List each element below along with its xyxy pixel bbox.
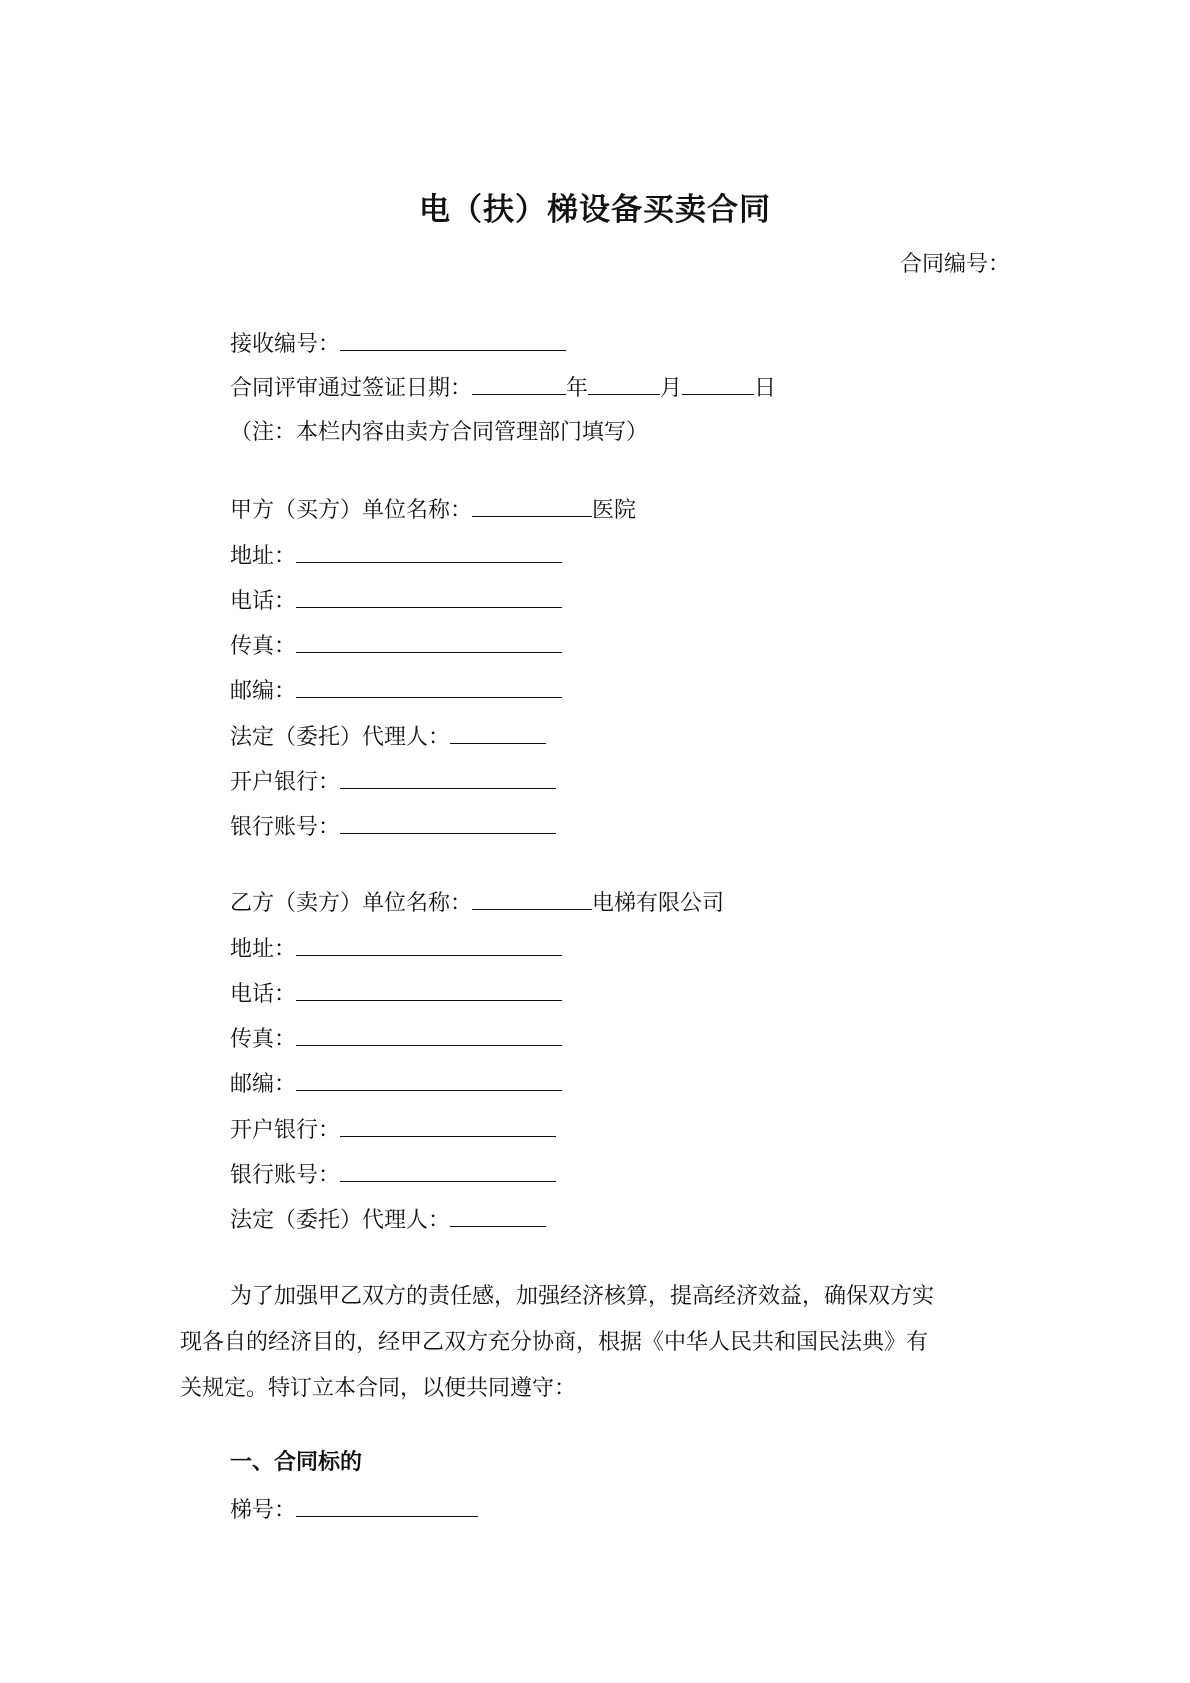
review-year-blank[interactable]	[472, 372, 566, 395]
party-a-phone-label: 电话：	[230, 589, 297, 614]
party-b-bank-row	[230, 1114, 556, 1146]
party-b-address-label: 地址：	[230, 937, 297, 962]
party-a-address-label: 地址：	[230, 544, 297, 569]
preamble-line-2: 现各自的经济目的，经甲乙双方充分协商，根据《中华人民共和国民法典》有	[180, 1330, 929, 1355]
party-b-agent-label: 法定（委托）代理人：	[230, 1208, 451, 1233]
party-a-phone-blank[interactable]	[296, 585, 562, 608]
party-a-bank-row	[230, 766, 556, 798]
elevator-number-blank[interactable]	[296, 1494, 478, 1517]
party-b-address-blank[interactable]	[296, 933, 562, 956]
review-day-blank[interactable]	[682, 372, 754, 395]
party-a-account-label: 银行账号：	[230, 815, 341, 840]
party-a-postcode-row	[230, 675, 562, 707]
party-a-phone-row	[230, 585, 562, 617]
party-b-postcode-blank[interactable]	[296, 1068, 562, 1091]
party-b-account-blank[interactable]	[340, 1159, 556, 1182]
receipt-number-row	[230, 328, 566, 360]
party-a-agent-row	[230, 721, 546, 753]
party-b-name-label: 乙方（卖方）单位名称：	[230, 891, 473, 916]
document-title: 电（扶）梯设备买卖合同	[419, 192, 771, 228]
party-a-fax-label: 传真：	[230, 634, 297, 659]
party-b-phone-label: 电话：	[230, 982, 297, 1007]
party-b-name-suffix: 电梯有限公司	[592, 891, 725, 916]
note-line: （注：本栏内容由卖方合同管理部门填写）	[230, 420, 649, 445]
day-label: 日	[754, 376, 777, 401]
month-label: 月	[660, 376, 683, 401]
preamble-line-1: 为了加强甲乙双方的责任感，加强经济核算，提高经济效益，确保双方实	[230, 1284, 935, 1309]
party-b-agent-row	[230, 1204, 546, 1236]
preamble-line-3: 关规定。特订立本合同，以便共同遵守：	[180, 1376, 577, 1401]
party-b-name-row	[230, 887, 724, 919]
party-b-name-blank[interactable]	[472, 887, 592, 910]
party-b-agent-blank[interactable]	[450, 1204, 546, 1227]
contract-number-label: 合同编号：	[899, 252, 1010, 277]
party-a-postcode-blank[interactable]	[296, 675, 562, 698]
party-a-account-row	[230, 811, 556, 843]
party-b-fax-row	[230, 1023, 562, 1055]
party-a-name-label: 甲方（买方）单位名称：	[230, 498, 473, 523]
party-b-address-row	[230, 933, 562, 965]
party-b-bank-blank[interactable]	[340, 1114, 556, 1137]
review-date-row	[230, 372, 776, 404]
elevator-number-row	[230, 1494, 478, 1526]
party-a-name-blank[interactable]	[472, 494, 592, 517]
party-b-postcode-label: 邮编：	[230, 1072, 297, 1097]
party-a-address-blank[interactable]	[296, 540, 562, 563]
party-a-account-blank[interactable]	[340, 811, 556, 834]
party-a-bank-blank[interactable]	[340, 766, 556, 789]
review-month-blank[interactable]	[588, 372, 660, 395]
receipt-number-blank[interactable]	[340, 328, 566, 351]
party-a-fax-blank[interactable]	[296, 630, 562, 653]
party-a-agent-blank[interactable]	[450, 721, 546, 744]
party-b-fax-blank[interactable]	[296, 1023, 562, 1046]
party-a-address-row	[230, 540, 562, 572]
party-a-fax-row	[230, 630, 562, 662]
party-b-fax-label: 传真：	[230, 1027, 297, 1052]
section-1-heading: 一、合同标的	[230, 1450, 363, 1475]
elevator-number-label: 梯号：	[230, 1498, 297, 1523]
party-a-agent-label: 法定（委托）代理人：	[230, 725, 451, 750]
year-label: 年	[566, 376, 589, 401]
party-b-postcode-row	[230, 1068, 562, 1100]
party-a-bank-label: 开户银行：	[230, 770, 341, 795]
party-b-account-row	[230, 1159, 556, 1191]
review-date-label: 合同评审通过签证日期：	[230, 376, 473, 401]
party-b-phone-row	[230, 978, 562, 1010]
party-b-account-label: 银行账号：	[230, 1163, 341, 1188]
party-a-name-suffix: 医院	[592, 498, 637, 523]
party-a-postcode-label: 邮编：	[230, 679, 297, 704]
party-b-bank-label: 开户银行：	[230, 1118, 341, 1143]
receipt-number-label: 接收编号：	[230, 332, 341, 357]
party-a-name-row	[230, 494, 636, 526]
party-b-phone-blank[interactable]	[296, 978, 562, 1001]
preamble-paragraph	[180, 1274, 1010, 1412]
